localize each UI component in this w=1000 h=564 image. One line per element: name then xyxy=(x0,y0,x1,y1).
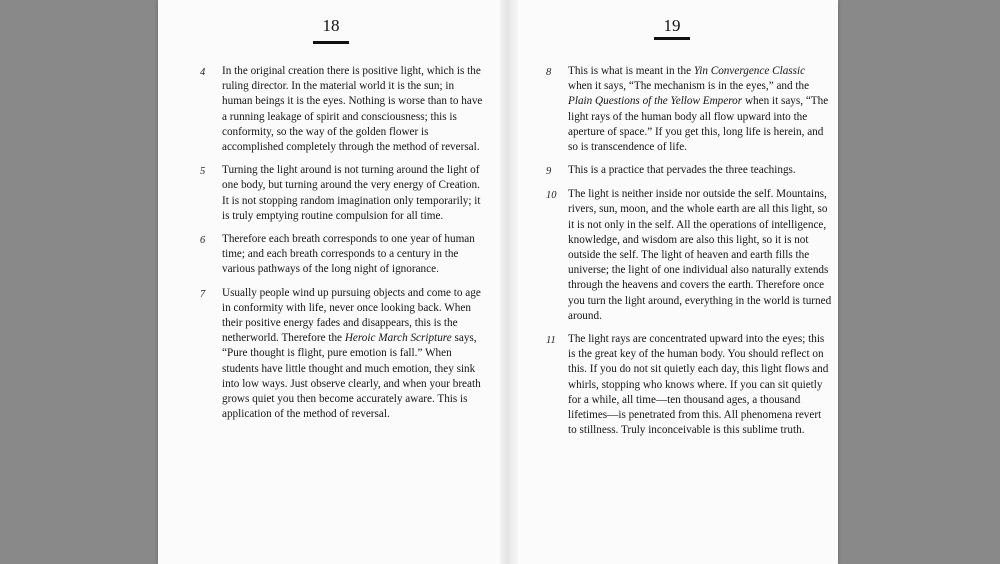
book-gutter xyxy=(500,0,518,564)
scripture-title: Heroic March Scripture xyxy=(344,332,452,345)
entry-text xyxy=(222,232,484,278)
scripture-title: Yin Convergence Classic xyxy=(693,65,806,77)
entry-number: 7 xyxy=(200,288,206,300)
entry-list xyxy=(546,64,832,446)
entry-text xyxy=(568,332,832,438)
text-run: The light rays are concentrated upward into the eyes; this is the great key of the human body. You should reflect on this. If you do not sit quietly each day, this light flows and whirls, stopping who knows where. If you can sit quietly for a while, all time—ten thousand ages, a thousand lifetimes—is penetrated from this. All phenomena revert to stillness. Truly inconceivable is this sublime truth. xyxy=(568,333,829,437)
scripture-title: Plain Questions of the Yellow Emperor xyxy=(568,95,743,108)
entry-paragraph xyxy=(200,286,484,423)
text-run: This is what is meant in the xyxy=(568,65,694,77)
entry-text xyxy=(568,64,832,155)
entry-paragraph xyxy=(200,232,484,278)
entry-text xyxy=(568,187,832,324)
entry-number: 6 xyxy=(200,235,206,247)
text-run: when it says, “The mechanism is in the eyes,” and the xyxy=(568,80,810,93)
entry-number: 9 xyxy=(546,166,552,178)
page-number: 19 xyxy=(663,16,681,35)
text-run: Usually people wind up pursuing objects and come to age in conformity with life, never once looking back. When their positive energy fades and disappears, this is the netherworld. Therefore the xyxy=(222,286,481,345)
left-page xyxy=(158,0,500,564)
entry-paragraph xyxy=(200,64,484,155)
entry-number: 11 xyxy=(546,335,556,347)
entry-paragraph xyxy=(546,163,832,179)
text-run: Therefore each breath corresponds to one year of human time; and each breath corresponds to a century in the various pathways of the long night of ignorance. xyxy=(222,233,475,276)
entry-paragraph xyxy=(200,163,484,224)
entry-number: 4 xyxy=(200,67,206,78)
entry-text xyxy=(222,286,484,423)
entry-paragraph xyxy=(546,64,832,155)
entry-list xyxy=(200,64,484,430)
entry-text xyxy=(222,163,484,224)
entry-text xyxy=(568,163,832,179)
text-run: In the original creation there is positive light, which is the ruling director. In the material world it is the sun; in human beings it is the eyes. Nothing is worse than to have a running leakage of spirit and consciousness; this is conformity, so the way of the golden flower is accomplished completely through the method of reversal. xyxy=(222,65,483,154)
text-run: says, “Pure thought is flight, pure emotion is fall.” When students have little thought and much emotion, they sink into low ways. Just observe clearly, and when your breath grows quiet you then become accurately aware. This is application of the method of reversal. xyxy=(222,332,481,421)
text-run: Turning the light around is not turning around the light of one body, but turning around the very energy of Creation. It is not stopping random imagination only temporarily; it is truly emptying routine compulsion for all time. xyxy=(222,164,481,222)
entry-number: 8 xyxy=(546,67,552,78)
text-run: when it says, “The light rays of the human body all flow upward into the aperture of space.” If you get this, long life is herein, and so is transcendence of life. xyxy=(568,95,829,154)
book-spread xyxy=(158,0,838,564)
entry-number: 10 xyxy=(546,190,557,202)
right-page xyxy=(518,0,838,564)
text-run: This is a practice that pervades the three teachings. xyxy=(568,164,796,177)
entry-paragraph xyxy=(546,332,832,438)
page-number: 18 xyxy=(322,16,340,35)
page-number-rule xyxy=(654,37,690,40)
text-run: The light is neither inside nor outside the self. Mountains, rivers, sun, moon, and the whole earth are all this light, so it is not only in the self. All the operations of intelligence, knowledge, and wisdom are also this light, so it is not outside the self. The light of heaven and earth fills the universe; the light of one individual also naturally extends through the heavens and covers the earth. Therefore once you turn the light around, everything in the world is turned around. xyxy=(568,188,832,322)
page-number-rule xyxy=(313,41,349,44)
entry-number: 5 xyxy=(200,166,206,178)
entry-text xyxy=(222,64,484,155)
entry-paragraph xyxy=(546,187,832,324)
